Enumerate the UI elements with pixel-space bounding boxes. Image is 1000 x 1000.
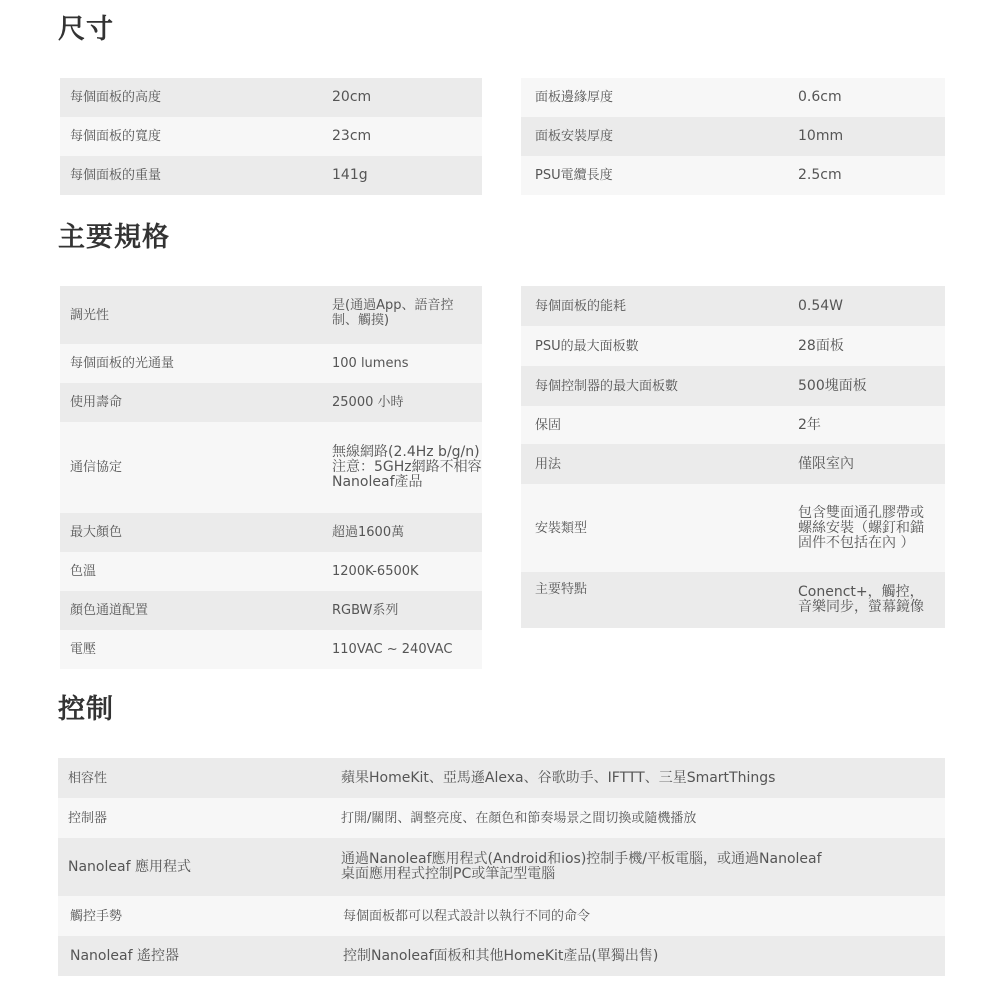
section-title-dimensions: 尺寸 <box>58 14 114 45</box>
row-value: 蘋果HomeKit、亞馬遜Alexa、谷歌助手、IFTTT、三星SmartThings <box>341 769 776 786</box>
row-label: 用法 <box>535 456 562 472</box>
table-row <box>60 156 482 195</box>
row-label: Nanoleaf 遙控器 <box>70 947 179 964</box>
row-label: 相容性 <box>68 770 108 786</box>
row-value: 打開/關閉、調整亮度、在顏色和節奏場景之間切換或隨機播放 <box>341 810 697 826</box>
table-row <box>521 572 945 628</box>
row-label: 調光性 <box>70 307 110 323</box>
table-row <box>521 117 945 156</box>
row-value: 20cm <box>332 89 372 105</box>
row-label: 保固 <box>535 417 562 433</box>
row-label: 電壓 <box>70 642 97 657</box>
row-label: 通信協定 <box>70 460 123 475</box>
row-value: 25000 小時 <box>332 395 404 410</box>
row-value: 23cm <box>332 128 372 144</box>
row-value: 0.6cm <box>798 89 842 105</box>
row-label: Nanoleaf 應用程式 <box>68 858 191 875</box>
row-label: 面板安裝厚度 <box>535 129 614 144</box>
control-table <box>58 758 945 976</box>
row-value: 僅限室內 <box>798 455 854 472</box>
row-value: 通過Nanoleaf應用程式(Android和ios)控制手機/平板電腦，或通過Nanoleaf 桌面應用程式控制PC或筆記型電腦 <box>341 851 822 882</box>
table-row <box>58 896 945 936</box>
table-row <box>58 936 945 976</box>
row-label: 每個面板的光通量 <box>70 356 175 371</box>
table-row <box>521 326 945 366</box>
table-row <box>521 286 945 326</box>
row-value: 超過1600萬 <box>332 525 405 540</box>
specs-table-right <box>521 286 945 628</box>
row-value: 2年 <box>798 416 821 433</box>
row-label: 最大顏色 <box>70 525 123 540</box>
row-value: 100 lumens <box>332 356 409 371</box>
row-value: 2.5cm <box>798 167 842 183</box>
row-label: PSU電纜長度 <box>535 168 613 183</box>
row-value: 141g <box>332 167 368 183</box>
row-label: 每個面板的寬度 <box>70 129 162 144</box>
table-row <box>521 444 945 484</box>
row-label: 色溫 <box>70 564 97 579</box>
row-label: 每個控制器的最大面板數 <box>535 378 679 394</box>
table-row <box>60 591 482 630</box>
table-row <box>60 383 482 422</box>
row-label: 使用壽命 <box>70 395 123 410</box>
table-row <box>60 286 482 344</box>
table-row <box>60 117 482 156</box>
table-row <box>521 156 945 195</box>
row-value: 無線網路(2.4Hz b/g/n) 注意：5GHz網路不相容 Nanoleaf產品 <box>332 444 482 490</box>
table-row <box>521 406 945 444</box>
table-row <box>60 422 482 513</box>
table-row <box>521 366 945 406</box>
row-value: 是(通過App、語音控 制、觸摸) <box>332 298 454 328</box>
table-row <box>521 484 945 572</box>
row-label: PSU的最大面板數 <box>535 338 639 354</box>
table-row <box>60 513 482 552</box>
table-row <box>521 78 945 117</box>
dimensions-table-left <box>60 78 482 195</box>
row-label: 顏色通道配置 <box>70 603 149 618</box>
row-label: 每個面板的能耗 <box>535 298 627 314</box>
section-title-control: 控制 <box>58 694 114 725</box>
row-label: 每個面板的高度 <box>70 90 162 105</box>
row-value: 0.54W <box>798 297 844 314</box>
table-row <box>60 344 482 383</box>
section-title-specs: 主要規格 <box>58 222 170 253</box>
row-value: 28面板 <box>798 337 844 354</box>
row-value: 每個面板都可以程式設計以執行不同的命令 <box>343 908 591 924</box>
row-label: 安裝類型 <box>535 520 588 536</box>
table-row <box>58 758 945 798</box>
dimensions-table-right <box>521 78 945 195</box>
row-value: 10mm <box>798 128 844 144</box>
table-row <box>58 798 945 838</box>
table-row <box>60 78 482 117</box>
row-value: 110VAC ~ 240VAC <box>332 642 453 657</box>
row-value: 包含雙面通孔膠帶或 螺絲安裝（螺釘和錨 固件不包括在內 ） <box>798 504 924 551</box>
row-label: 面板邊緣厚度 <box>535 90 614 105</box>
table-row <box>60 552 482 591</box>
table-row <box>60 630 482 669</box>
specs-table-left <box>60 286 482 669</box>
row-label: 控制器 <box>68 810 108 826</box>
row-value: 500塊面板 <box>798 377 867 394</box>
row-label: 觸控手勢 <box>70 908 123 924</box>
row-value: 控制Nanoleaf面板和其他HomeKit產品(單獨出售) <box>343 947 659 964</box>
row-value: Conenct+，觸控， 音樂同步，螢幕鏡像 <box>798 584 924 615</box>
row-value: 1200K-6500K <box>332 564 419 579</box>
row-label: 每個面板的重量 <box>70 168 162 183</box>
table-row <box>58 838 945 896</box>
row-value: RGBW系列 <box>332 603 399 618</box>
row-label: 主要特點 <box>535 582 588 597</box>
